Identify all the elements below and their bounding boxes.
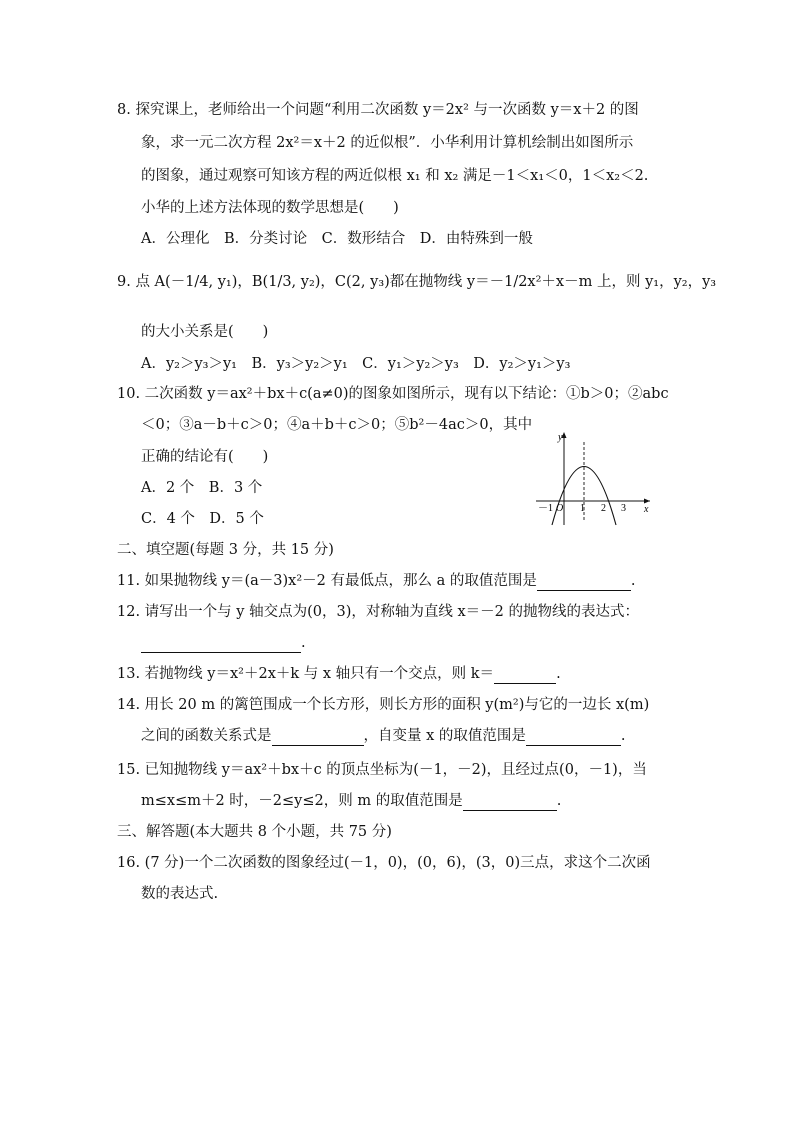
q16-line-1	[117, 853, 651, 873]
q13-number: 13.	[117, 666, 141, 682]
q8-number: 8.	[117, 102, 131, 118]
q9-points: 点 A(－1/4, y₁)，B(1/3, y₂)，C(2, y₃)	[135, 274, 390, 290]
q12-line-1	[117, 602, 639, 622]
q14-range-blank[interactable]	[526, 730, 621, 746]
q11-line	[117, 571, 635, 591]
tick-label-neg1: －1	[538, 503, 553, 514]
section-3-heading: 三、解答题(本大题共 8 个小题，共 75 分)	[117, 824, 392, 840]
q9-options: A．y₂＞y₃＞y₁ B．y₃＞y₂＞y₁ C．y₁＞y₂＞y₃ D．y₂＞y₁＞y₃	[141, 356, 571, 372]
q14-number: 14.	[117, 697, 141, 713]
y-axis-label: y	[558, 432, 563, 443]
q10-option-cd: C．4 个 D．5 个	[141, 511, 264, 527]
q13-answer-blank[interactable]	[494, 668, 556, 684]
q12-end: .	[301, 635, 306, 651]
q12-text: 请写出一个与 y 轴交点为(0，3)，对称轴为直线 x＝－2 的抛物线的表达式：	[144, 604, 639, 620]
q10-line-1	[117, 384, 669, 404]
q11-answer-blank[interactable]	[537, 575, 631, 591]
parabola-curve	[552, 467, 616, 526]
x-axis-arrow	[644, 499, 650, 504]
q14-end: .	[620, 728, 626, 744]
q13-end: .	[556, 666, 561, 682]
q13-line	[117, 664, 561, 684]
tick-label-2: 2	[601, 503, 606, 514]
q15-line-1	[117, 760, 647, 780]
q9-line-1	[117, 272, 716, 292]
q14-function-blank[interactable]	[272, 730, 364, 746]
q14-text-2a: 之间的函数关系式是	[141, 728, 272, 744]
q14-text-1: 用长 20 m 的篱笆围成一个长方形，则长方形的面积 y(m²)与它的一边长 x(m)	[144, 697, 650, 713]
q14-text-2b: ，自变量 x 的取值范围是	[363, 728, 526, 744]
q11-end: .	[630, 573, 636, 589]
q10-parabola-graph	[528, 428, 658, 528]
q8-line-2: 象，求一元二次方程 2x²＝x＋2 的近似根”．小华利用计算机绘制出如图所示	[141, 135, 634, 151]
q16-number: 16.	[117, 855, 141, 871]
q10-option-ab: A．2 个 B．3 个	[141, 480, 263, 496]
q10-number: 10.	[117, 386, 141, 402]
q15-text-1: 已知抛物线 y＝ax²＋bx＋c 的顶点坐标为(－1，－2)，且经过点(0，－1)，当	[144, 762, 647, 778]
q12-number: 12.	[117, 604, 141, 620]
q10-line-3: 正确的结论有( )	[141, 449, 269, 465]
q16-line-2: 数的表达式.	[141, 886, 219, 902]
q11-number: 11.	[117, 573, 141, 589]
q8-line-3: 的图象，通过观察可知该方程的两近似根 x₁ 和 x₂ 满足－1＜x₁＜0，1＜x₂＜2.	[141, 168, 649, 184]
q14-line-1	[117, 695, 649, 715]
q8-options: A．公理化 B．分类讨论 C．数形结合 D．由特殊到一般	[141, 231, 533, 247]
section-2-heading: 二、填空题(每题 3 分，共 15 分)	[117, 542, 334, 558]
q16-text-1: (7 分)一个二次函数的图象经过(－1，0)，(0，6)，(3，0)三点，求这个二次函	[144, 855, 651, 871]
q12-line-2	[141, 633, 306, 653]
q15-line-2	[141, 791, 561, 811]
q9-text-mid: 都在抛物线 y＝－1/2x²＋x－m 上，则 y₁，y₂，y₃	[389, 274, 717, 290]
q15-answer-blank[interactable]	[463, 795, 557, 811]
tick-label-3: 3	[621, 503, 626, 514]
tick-label-1: 1	[580, 503, 585, 514]
q15-end: .	[556, 793, 562, 809]
q10-text-1: 二次函数 y＝ax²＋bx＋c(a≠0)的图象如图所示，现有以下结论：①b＞0；②abc	[144, 386, 669, 402]
q13-text: 若抛物线 y＝x²＋2x＋k 与 x 轴只有一个交点，则 k＝	[144, 666, 495, 682]
q10-line-2: ＜0；③a－b＋c＞0；④a＋b＋c＞0；⑤b²－4ac＞0，其中	[141, 417, 533, 433]
q15-number: 15.	[117, 762, 141, 778]
q9-number: 9.	[117, 274, 131, 290]
q8-line-4: 小华的上述方法体现的数学思想是( )	[141, 200, 399, 216]
q15-text-2: m≤x≤m＋2 时，－2≤y≤2，则 m 的取值范围是	[141, 793, 463, 809]
origin-label: O	[556, 503, 564, 514]
q12-answer-blank[interactable]	[141, 637, 301, 653]
x-axis-label: x	[644, 504, 649, 515]
q11-text: 如果抛物线 y＝(a－3)x²－2 有最低点，那么 a 的取值范围是	[144, 573, 537, 589]
q9-line-2: 的大小关系是( )	[141, 324, 269, 340]
q8-line-1	[117, 100, 639, 120]
q14-line-2	[141, 726, 626, 746]
q8-text-1: 探究课上，老师给出一个问题“利用二次函数 y＝2x² 与一次函数 y＝x＋2 的图	[135, 102, 639, 118]
